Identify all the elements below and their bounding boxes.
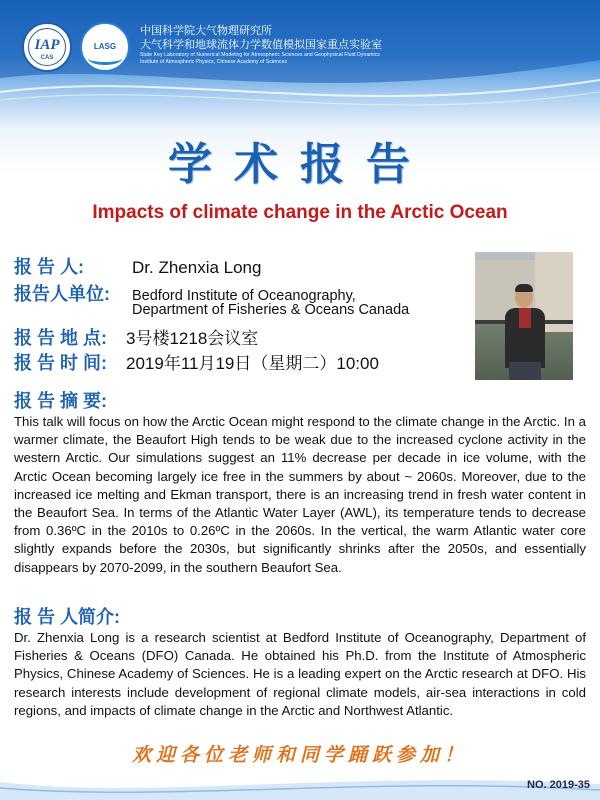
talk-title: Impacts of climate change in the Arctic Ocean xyxy=(92,202,508,223)
unit-row-2 xyxy=(132,301,409,319)
institution-cn-2: 大气科学和地球流体力学数值模拟国家重点实验室 xyxy=(140,39,382,51)
speaker-photo xyxy=(475,252,573,380)
iap-logo-text: IAP xyxy=(34,37,60,53)
main-title: 学术报告 xyxy=(168,139,432,190)
bio-text: Dr. Zhenxia Long is a research scientist at Bedford Institute of Oceanography, Department of Fisheries & Oceans (DFO) Canada. He obtained his Ph.D. from the Institute of Atmospheric Physics, Chinese Academy of Sciences. He is a leading expert on the Arctic research at DFO. His research interests include development of regional climate models, air-sea interactions in cold regions, and impacts of climate change in the Arctic and Northwest Atlantic. xyxy=(14,630,586,718)
unit-line-2: Department of Fisheries & Oceans Canada xyxy=(132,302,410,318)
speaker-label: 报 告 人: xyxy=(14,257,84,277)
unit-line-1: Bedford Institute of Oceanography, xyxy=(132,288,356,304)
speaker-row xyxy=(14,253,261,279)
lasg-logo-text: LASG xyxy=(93,42,117,51)
speaker-name: Dr. Zhenxia Long xyxy=(132,258,262,277)
abstract-heading: 报 告 摘 要: xyxy=(14,391,107,411)
location-row xyxy=(14,324,258,350)
lasg-logo xyxy=(80,22,130,72)
time-label: 报 告 时 间: xyxy=(14,353,107,373)
institution-en-1: State Key Laboratory of Numerical Modeling for Atmospheric Sciences and Geophysical Fluid Dynamics xyxy=(140,52,380,58)
welcome-message: 欢迎各位老师和同学踊跃参加！ xyxy=(131,744,468,766)
time-row xyxy=(14,349,379,375)
time-value: 2019年11月19日（星期二）10:00 xyxy=(126,354,379,373)
header xyxy=(0,0,600,90)
document-number: NO. 2019-35 xyxy=(527,779,590,791)
unit-label: 报告人单位: xyxy=(14,284,110,304)
location-value: 3号楼1218会议室 xyxy=(126,329,259,348)
abstract-text: This talk will focus on how the Arctic Ocean might respond to the climate change in the Arctic. In a warmer climate, the Beaufort High tends to be weak due to the increased cyclone activity in the western Arctic. Our simulations suggest an 11% decrease per decade in ice volume, with the Arctic Ocean becoming largely ice free in the summers by about ~ 2060s. Moreover, due to the increased ice melting and Ekman transport, there is an increasing trend in fresh water content in the Beaufort Sea. In terms of the Atlantic Water Layer (AWL), its temperature tends to decrease from 0.36ºC in the 2010s to 0.26ºC in the 2060s. In the vertical, the warm Atlantic water core slightly expands before the 2030s, but significantly shrinks after the 2050s, and essentially disappears by 2070-2099, in the southern Beaufort Sea. xyxy=(14,414,586,575)
location-label: 报 告 地 点: xyxy=(14,328,107,348)
iap-logo xyxy=(22,22,72,72)
footer-wave-decoration xyxy=(0,770,600,800)
institution-cn-1: 中国科学院大气物理研究所 xyxy=(140,25,272,37)
bio-heading: 报 告 人简介: xyxy=(14,607,120,627)
iap-logo-sub: CAS xyxy=(40,55,54,61)
institution-en-2: Institute of Atmospheric Physics, Chinese Academy of Sciences xyxy=(140,59,288,65)
institution-names xyxy=(140,24,382,66)
